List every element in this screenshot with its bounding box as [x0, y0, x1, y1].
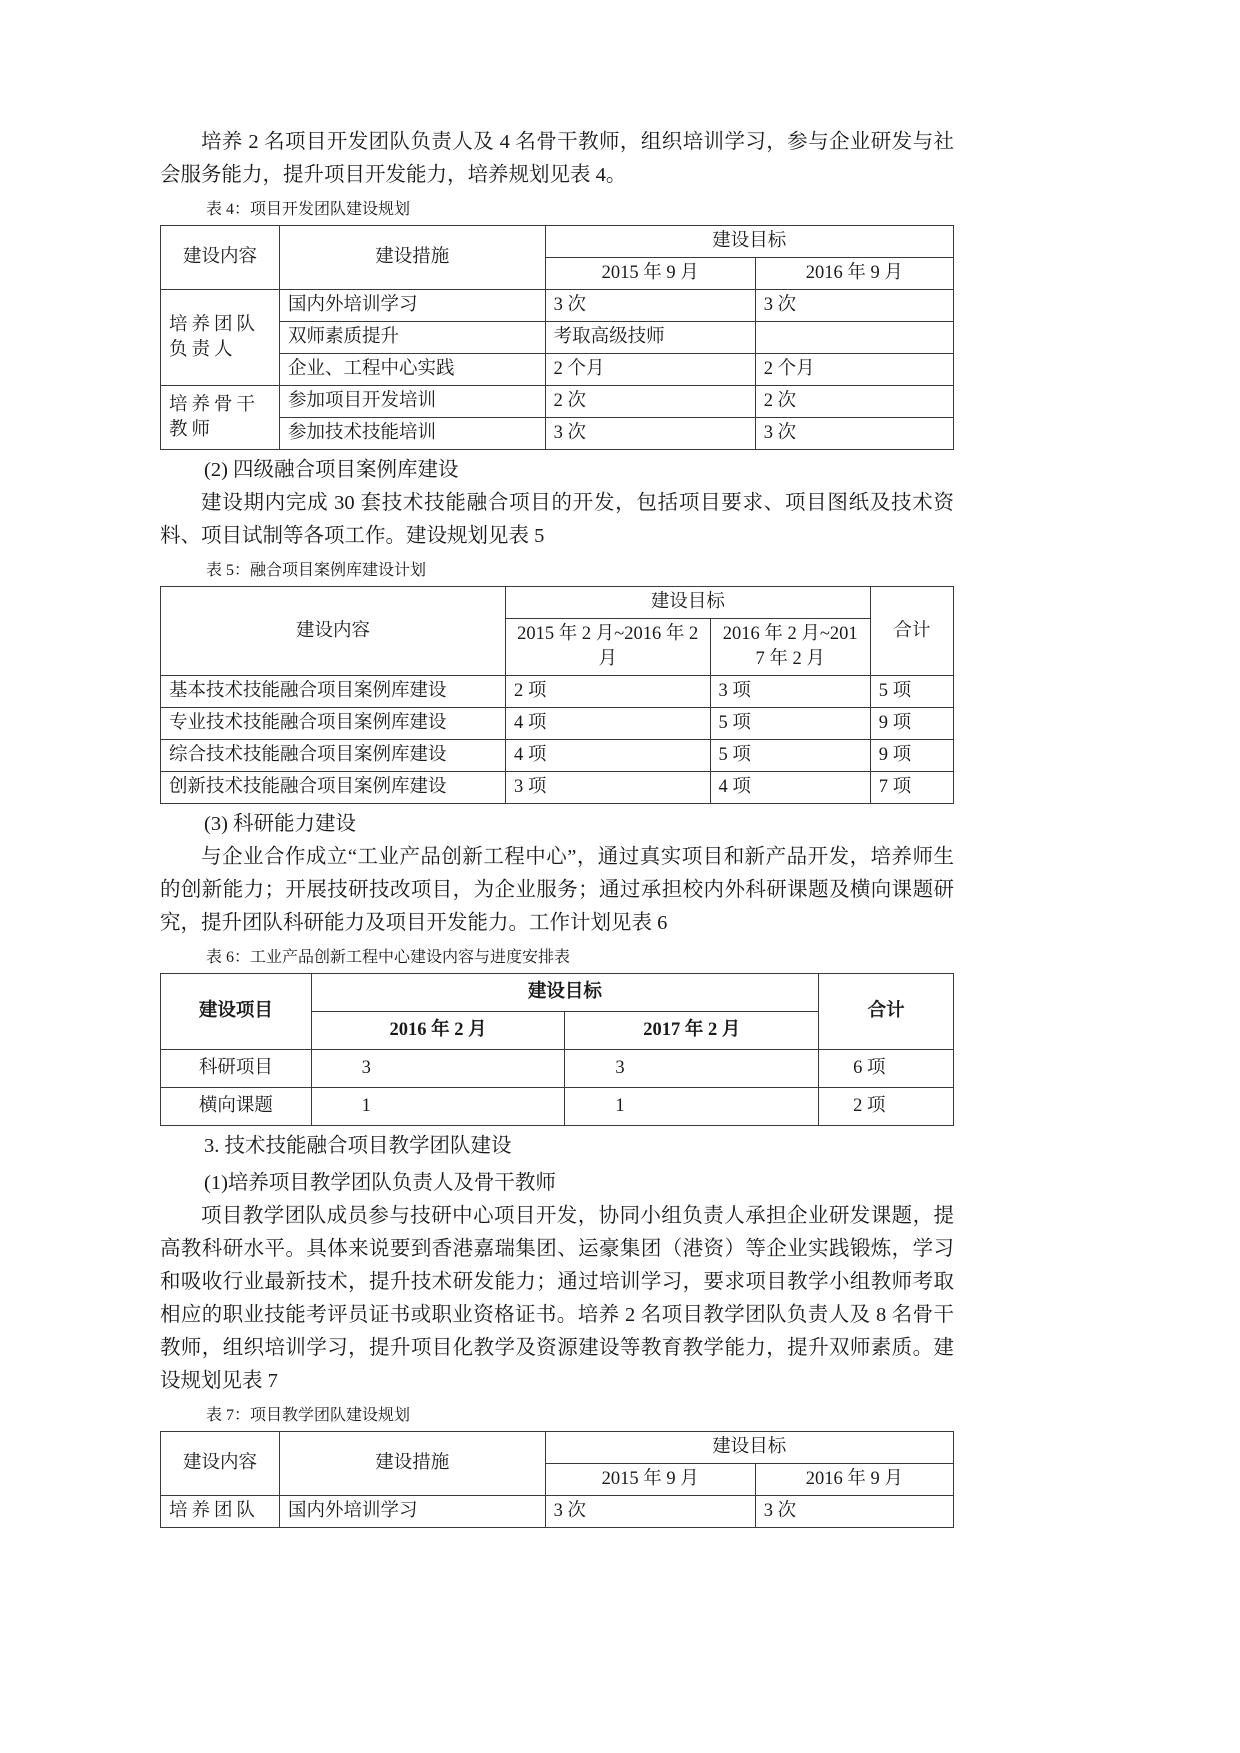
- section2-paragraph: 建设期内完成 30 套技术技能融合项目的开发，包括项目要求、项目图纸及技术资料、项目试制等各项工作。建设规划见表 5: [160, 492, 954, 547]
- table-row: [161, 676, 954, 708]
- value-cell: 2 个月: [755, 354, 953, 386]
- table6-header-date2: 2017 年 2 月: [565, 1012, 819, 1050]
- item-cell: 综合技术技能融合项目案例库建设: [161, 740, 506, 772]
- table7-header-date2: 2016 年 9 月: [755, 1464, 953, 1496]
- item-cell: 专业技术技能融合项目案例库建设: [161, 708, 506, 740]
- section3-heading: (3) 科研能力建设: [204, 813, 357, 835]
- item-cell: 创新技术技能融合项目案例库建设: [161, 772, 506, 804]
- table6-innovation-center-schedule: [160, 973, 954, 1126]
- value-cell: 4 项: [710, 772, 870, 804]
- table5-header-period1: 2015 年 2 月~2016 年 2 月: [505, 619, 710, 676]
- table6-header-date1: 2016 年 2 月: [311, 1012, 565, 1050]
- measure-cell: 国内外培训学习: [279, 1496, 545, 1528]
- table7-header-content: 建设内容: [161, 1432, 280, 1496]
- item-cell: 科研项目: [161, 1050, 312, 1088]
- total-cell: 9 项: [870, 740, 953, 772]
- table7-header-row-1: [161, 1432, 954, 1464]
- value-cell: 4 项: [505, 708, 710, 740]
- table7-header-measure: 建设措施: [279, 1432, 545, 1496]
- table4-header-date2: 2016 年 9 月: [755, 258, 953, 290]
- table4-header-content: 建设内容: [161, 226, 280, 290]
- table5-header-total: 合计: [870, 587, 953, 676]
- table-row: [161, 740, 954, 772]
- value-cell: 考取高级技师: [545, 322, 755, 354]
- value-cell: 3 项: [505, 772, 710, 804]
- table6-caption: 表 6：工业产品创新工程中心建设内容与进度安排表: [206, 949, 571, 966]
- total-cell: 5 项: [870, 676, 953, 708]
- item-cell: 横向课题: [161, 1088, 312, 1126]
- section2-heading: (2) 四级融合项目案例库建设: [204, 459, 459, 481]
- value-cell: 3 次: [545, 290, 755, 322]
- value-cell: 5 项: [710, 708, 870, 740]
- value-cell: 3 项: [710, 676, 870, 708]
- team-section-heading: 3. 技术技能融合项目教学团队建设: [204, 1135, 512, 1157]
- value-cell: 2 个月: [545, 354, 755, 386]
- value-cell: 2 次: [755, 386, 953, 418]
- table4-caption: 表 4：项目开发团队建设规划: [206, 201, 411, 218]
- table5-header-content: 建设内容: [161, 587, 506, 676]
- value-cell: [755, 322, 953, 354]
- table4-header-target: 建设目标: [545, 226, 953, 258]
- table5-case-library-plan: [160, 586, 954, 804]
- section3-paragraph: 与企业合作成立“工业产品创新工程中心”，通过真实项目和新产品开发，培养师生的创新能力；开展技研技改项目，为企业服务；通过承担校内外科研课题及横向课题研究，提升团队科研能力及项目开发能力。工作计划见表 6: [160, 846, 954, 934]
- table4-dev-team-plan: [160, 225, 954, 450]
- intro-paragraph: 培养 2 名项目开发团队负责人及 4 名骨干教师，组织培训学习，参与企业研发与社会服务能力，提升项目开发能力，培养规划见表 4。: [160, 131, 954, 186]
- table4-header-measure: 建设措施: [279, 226, 545, 290]
- table7-caption: 表 7：项目教学团队建设规划: [206, 1407, 411, 1424]
- table-row: [161, 322, 954, 354]
- measure-cell: 参加技术技能培训: [279, 418, 545, 450]
- table7-header-date1: 2015 年 9 月: [545, 1464, 755, 1496]
- measure-cell: 参加项目开发培训: [279, 386, 545, 418]
- measure-cell: 国内外培训学习: [279, 290, 545, 322]
- table-row: [161, 1088, 954, 1126]
- table-row: [161, 772, 954, 804]
- table-row: [161, 1496, 954, 1528]
- total-cell: 2 项: [819, 1088, 954, 1126]
- table4-header-row-1: [161, 226, 954, 258]
- table7-header-target: 建设目标: [545, 1432, 953, 1464]
- table4-group-backbone: 培养骨干教师: [161, 386, 280, 450]
- total-cell: 6 项: [819, 1050, 954, 1088]
- table-row: [161, 418, 954, 450]
- table7-group-team: 培养团队: [161, 1496, 280, 1528]
- table7-teaching-team-plan: [160, 1431, 954, 1528]
- value-cell: 2 项: [505, 676, 710, 708]
- table6-header-project: 建设项目: [161, 974, 312, 1050]
- table5-header-target: 建设目标: [505, 587, 870, 619]
- value-cell: 3 次: [755, 290, 953, 322]
- table6-header-target: 建设目标: [311, 974, 819, 1012]
- table-row: [161, 708, 954, 740]
- table4-group-leader: 培养团队负责人: [161, 290, 280, 386]
- value-cell: 3 次: [755, 418, 953, 450]
- value-cell: 1: [311, 1088, 565, 1126]
- table-row: [161, 1050, 954, 1088]
- value-cell: 3 次: [545, 418, 755, 450]
- table5-header-period2: 2016 年 2 月~2017 年 2 月: [710, 619, 870, 676]
- table6-header-total: 合计: [819, 974, 954, 1050]
- item-cell: 基本技术技能融合项目案例库建设: [161, 676, 506, 708]
- table-row: [161, 354, 954, 386]
- table6-header-row-1: [161, 974, 954, 1012]
- value-cell: 5 项: [710, 740, 870, 772]
- measure-cell: 企业、工程中心实践: [279, 354, 545, 386]
- page-content: [160, 126, 954, 1528]
- team-paragraph: 项目教学团队成员参与技研中心项目开发，协同小组负责人承担企业研发课题，提高教科研水平。具体来说要到香港嘉瑞集团、运豪集团（港资）等企业实践锻炼，学习和吸收行业最新技术，提升技术研发能力；通过培训学习，要求项目教学小组教师考取相应的职业技能考评员证书或职业资格证书。培养 2 名项目教学团队负责人及 8 名骨干教师，组织培训学习，提升项目化教学及资源建设等教育教学能力，提升双师素质。建设规划见表 7: [160, 1205, 954, 1392]
- value-cell: 1: [565, 1088, 819, 1126]
- value-cell: 3 次: [545, 1496, 755, 1528]
- table-row: [161, 386, 954, 418]
- value-cell: 3: [311, 1050, 565, 1088]
- measure-cell: 双师素质提升: [279, 322, 545, 354]
- total-cell: 9 项: [870, 708, 953, 740]
- value-cell: 4 项: [505, 740, 710, 772]
- table4-header-date1: 2015 年 9 月: [545, 258, 755, 290]
- table5-caption: 表 5：融合项目案例库建设计划: [206, 562, 427, 579]
- value-cell: 2 次: [545, 386, 755, 418]
- table-row: [161, 290, 954, 322]
- table5-header-row-1: [161, 587, 954, 619]
- value-cell: 3 次: [755, 1496, 953, 1528]
- team-sub-heading: (1)培养项目教学团队负责人及骨干教师: [204, 1172, 556, 1194]
- total-cell: 7 项: [870, 772, 953, 804]
- value-cell: 3: [565, 1050, 819, 1088]
